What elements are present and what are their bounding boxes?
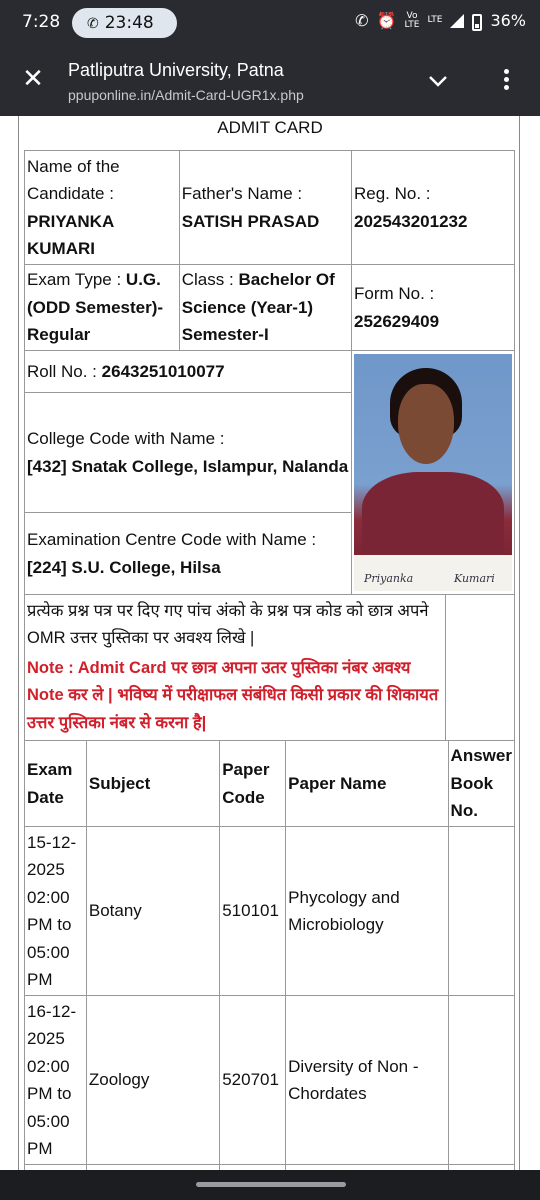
exam-date-cell: 15-12-2025 02:00 PM to 05:00 PM bbox=[25, 827, 87, 996]
candidate-signature bbox=[354, 555, 512, 591]
centre-label: Examination Centre Code with Name : bbox=[27, 530, 317, 549]
answer-book-cell bbox=[448, 827, 514, 996]
centre-cell bbox=[25, 513, 352, 595]
candidate-name-value: PRIYANKA KUMARI bbox=[27, 211, 114, 258]
status-icons bbox=[355, 11, 526, 30]
paper-name-cell: Phycology and Microbiology bbox=[286, 827, 448, 996]
form-no-label: Form No. : bbox=[353, 284, 435, 303]
form-no-cell bbox=[351, 265, 514, 351]
college-cell bbox=[25, 393, 352, 513]
answer-book-cell bbox=[448, 996, 514, 1165]
admit-card-heading: ADMIT CARD bbox=[217, 118, 323, 137]
battery-icon bbox=[472, 14, 482, 31]
college-value: [432] Snatak College, Islampur, Nalanda bbox=[27, 456, 349, 476]
web-page[interactable] bbox=[0, 116, 540, 1170]
status-time: 7:28 bbox=[22, 12, 61, 32]
exam-type-label: Exam Type : bbox=[27, 270, 122, 290]
paper-code-cell: 510101 bbox=[220, 827, 286, 996]
instructions-cell bbox=[25, 595, 446, 741]
class-label: Class : bbox=[181, 270, 234, 290]
exam-schedule-table bbox=[24, 740, 515, 1170]
header-paper-code: Paper Code bbox=[220, 741, 286, 827]
close-icon[interactable]: ✕ bbox=[22, 64, 44, 94]
roll-no-value: 2643251010077 bbox=[101, 361, 225, 381]
signature-last: Kumari bbox=[453, 572, 495, 585]
subject-cell: Botany bbox=[86, 827, 219, 996]
reg-no-value: 202543201232 bbox=[353, 211, 468, 231]
header-answer-book: Answer Book No. bbox=[448, 741, 514, 827]
network-type: LTE bbox=[427, 15, 443, 25]
navigation-bar bbox=[0, 1170, 540, 1200]
page-url: ppuponline.in/Admit-Card-UGR1x.php bbox=[68, 87, 304, 103]
signature-first: Priyanka bbox=[363, 572, 414, 585]
table-row bbox=[25, 827, 515, 996]
phone-icon: ✆ bbox=[87, 16, 99, 32]
centre-value: [224] S.U. College, Hilsa bbox=[27, 557, 221, 577]
chevron-down-icon[interactable] bbox=[425, 68, 451, 94]
answer-book-note: Note : Admit Card पर छात्र अपना उतर पुस्तिका नंबर अवश्य Note कर ले | भविष्य में परीक्षाफल संबंधित किसी प्रकार की शिकायत उत्तर पुस्तिका नंबर से करना है| bbox=[27, 658, 439, 732]
table-row bbox=[25, 996, 515, 1165]
header-exam-date: Exam Date bbox=[25, 741, 87, 827]
browser-toolbar bbox=[0, 46, 540, 116]
college-label: College Code with Name : bbox=[27, 429, 225, 448]
status-bar bbox=[0, 0, 540, 46]
instructions-side-cell bbox=[446, 595, 515, 741]
father-name-cell bbox=[179, 151, 351, 265]
candidate-photo bbox=[354, 354, 512, 591]
photo-cell bbox=[351, 351, 514, 595]
paper-name-cell: Diversity of Non - Chordates bbox=[286, 996, 448, 1165]
exam-date-cell: 16-12-2025 02:00 PM to 05:00 PM bbox=[25, 996, 87, 1165]
candidate-info-table bbox=[24, 150, 515, 595]
father-name-value: SATISH PRASAD bbox=[181, 211, 320, 231]
instructions-table bbox=[24, 594, 515, 741]
alarm-icon: ⏰ bbox=[376, 11, 397, 30]
reg-no-label: Reg. No. : bbox=[353, 184, 431, 203]
home-gesture-handle[interactable] bbox=[196, 1182, 346, 1187]
candidate-name-label: Name of the Candidate : bbox=[27, 156, 120, 203]
signal-icon bbox=[450, 14, 464, 28]
exam-type-cell bbox=[25, 265, 180, 351]
subject-cell: Zoology bbox=[86, 996, 219, 1165]
paper-code-cell: 520701 bbox=[220, 996, 286, 1165]
roll-no-label: Roll No. : bbox=[27, 361, 97, 381]
more-options-icon[interactable] bbox=[496, 66, 516, 96]
class-cell bbox=[179, 265, 351, 351]
ongoing-call-chip[interactable] bbox=[72, 8, 177, 38]
class-value: Bachelor Of Science (Year-1) Semester-I bbox=[181, 270, 335, 345]
omr-instruction: प्रत्येक प्रश्न पत्र पर दिए गए पांच अंको के प्रश्न पत्र कोड को छात्र अपने OMR उत्तर पुस्तिका पर अवश्य लिखे | bbox=[27, 601, 429, 648]
header-subject: Subject bbox=[86, 741, 219, 827]
father-name-label: Father's Name : bbox=[181, 184, 303, 203]
wifi-calling-icon: ✆ bbox=[355, 11, 369, 30]
reg-no-cell bbox=[351, 151, 514, 265]
header-paper-name: Paper Name bbox=[286, 741, 448, 827]
battery-percent: 36% bbox=[490, 11, 526, 30]
call-timer: 23:48 bbox=[104, 13, 154, 33]
volte-icon: Vo LTE bbox=[404, 10, 420, 30]
exam-type-value: U.G. (ODD Semester)-Regular bbox=[27, 270, 164, 345]
candidate-name-cell bbox=[25, 151, 180, 265]
roll-no-cell bbox=[25, 351, 352, 393]
form-no-value: 252629409 bbox=[353, 311, 440, 331]
page-title: Patliputra University, Patna bbox=[68, 60, 284, 80]
